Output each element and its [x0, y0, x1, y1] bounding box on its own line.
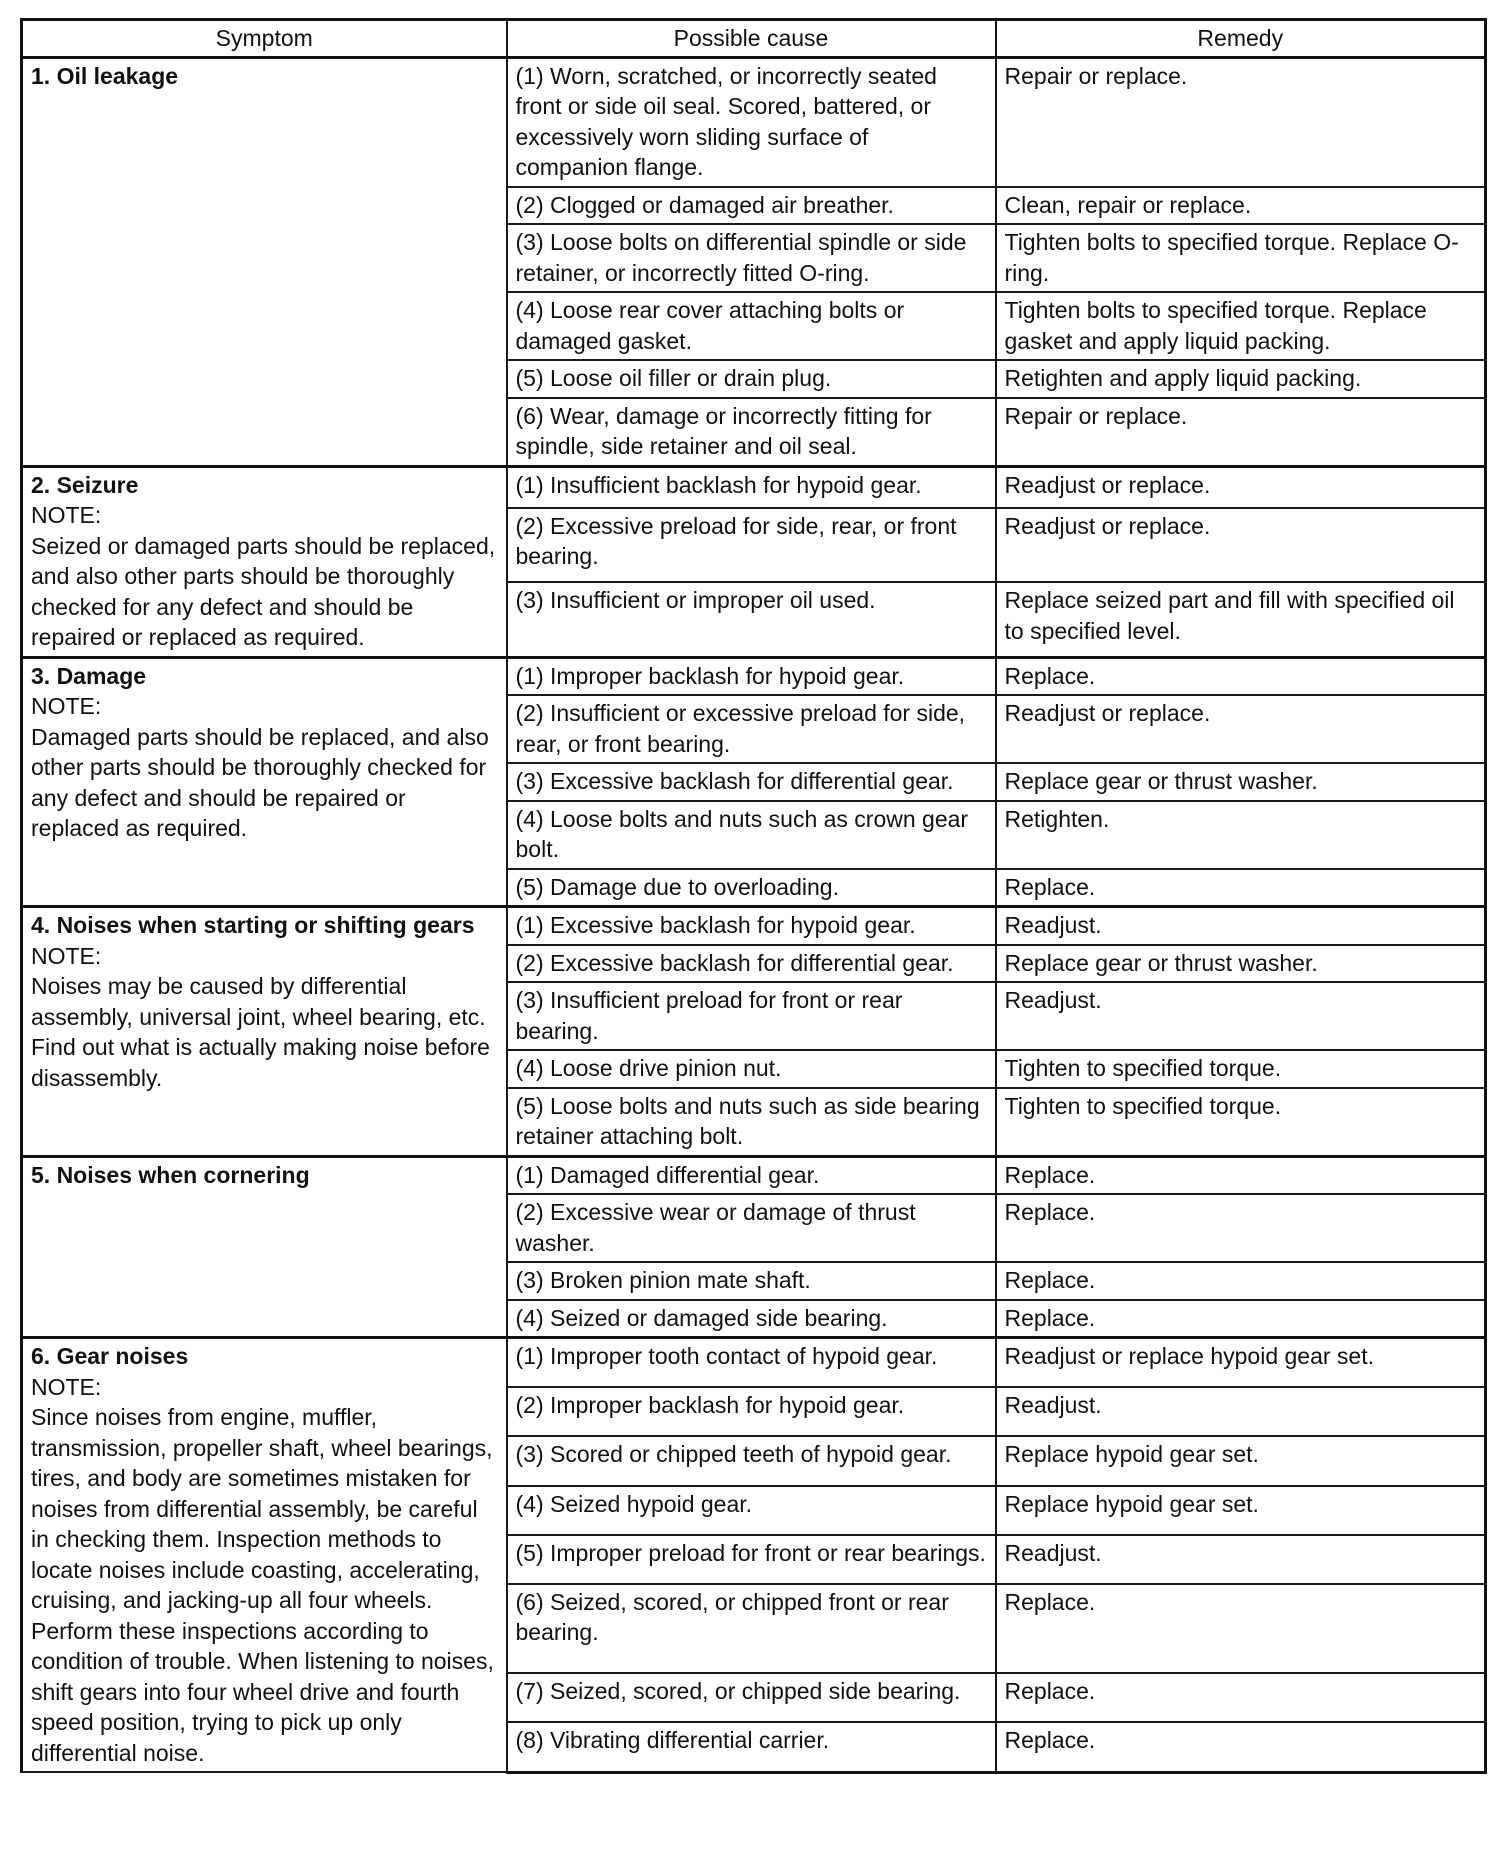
symptom-note-label: NOTE: — [31, 1373, 102, 1400]
symptom-cell — [22, 466, 507, 657]
symptom-note-label: NOTE: — [31, 502, 102, 528]
table-row — [22, 466, 1486, 508]
table-row — [22, 57, 1486, 187]
cause-cell: (3) Broken pinion mate shaft. — [507, 1262, 996, 1300]
remedy-cell: Readjust or replace hypoid gear set. — [996, 1338, 1486, 1388]
remedy-cell: Replace. — [996, 1156, 1486, 1194]
symptom-cell — [22, 657, 507, 907]
remedy-cell: Readjust. — [996, 907, 1486, 945]
remedy-cell: Replace. — [996, 1584, 1486, 1673]
cause-cell: (3) Insufficient or improper oil used. — [507, 582, 996, 657]
cause-cell: (1) Damaged differential gear. — [507, 1156, 996, 1194]
cause-cell: (3) Excessive backlash for differential gear. — [507, 763, 996, 801]
remedy-cell: Readjust. — [996, 1387, 1486, 1436]
remedy-cell: Readjust or replace. — [996, 695, 1486, 763]
symptom-note-label: NOTE: — [31, 693, 102, 719]
remedy-cell: Replace. — [996, 1262, 1486, 1300]
remedy-cell: Retighten and apply liquid packing. — [996, 360, 1486, 398]
remedy-cell: Repair or replace. — [996, 57, 1486, 187]
remedy-cell: Replace gear or thrust washer. — [996, 945, 1486, 983]
symptom-title: 2. Seizure — [31, 471, 139, 498]
remedy-cell: Tighten to specified torque. — [996, 1050, 1486, 1088]
troubleshooting-table — [20, 18, 1487, 1774]
table-row — [22, 907, 1486, 945]
cause-column-header: Possible cause — [507, 20, 996, 58]
remedy-cell: Replace. — [996, 869, 1486, 907]
remedy-cell: Readjust or replace. — [996, 466, 1486, 508]
symptom-title: 3. Damage — [31, 662, 147, 689]
symptom-title: 4. Noises when starting or shifting gears — [31, 912, 475, 938]
remedy-cell: Tighten bolts to specified torque. Replace gasket and apply liquid packing. — [996, 292, 1486, 360]
cause-cell: (1) Improper tooth contact of hypoid gear. — [507, 1338, 996, 1388]
troubleshooting-document — [20, 18, 1484, 1774]
remedy-cell: Replace hypoid gear set. — [996, 1436, 1486, 1485]
remedy-cell: Tighten bolts to specified torque. Replace O-ring. — [996, 224, 1486, 292]
remedy-cell: Replace gear or thrust washer. — [996, 763, 1486, 801]
cause-cell: (1) Improper backlash for hypoid gear. — [507, 657, 996, 695]
table-row — [22, 657, 1486, 695]
symptom-title: 1. Oil leakage — [31, 62, 179, 89]
symptom-column-header: Symptom — [22, 20, 507, 58]
cause-cell: (2) Improper backlash for hypoid gear. — [507, 1387, 996, 1436]
table-row — [22, 1338, 1486, 1388]
cause-cell: (6) Wear, damage or incorrectly fitting for spindle, side retainer and oil seal. — [507, 398, 996, 467]
remedy-cell: Repair or replace. — [996, 398, 1486, 467]
cause-cell: (4) Loose rear cover attaching bolts or damaged gasket. — [507, 292, 996, 360]
remedy-cell: Replace. — [996, 657, 1486, 695]
cause-cell: (4) Seized hypoid gear. — [507, 1486, 996, 1535]
cause-cell: (5) Loose oil filler or drain plug. — [507, 360, 996, 398]
symptom-cell — [22, 907, 507, 1157]
cause-cell: (4) Loose bolts and nuts such as crown gear bolt. — [507, 801, 996, 869]
table-row — [22, 1156, 1486, 1194]
cause-cell: (8) Vibrating differential carrier. — [507, 1722, 996, 1772]
cause-cell: (3) Insufficient preload for front or rear bearing. — [507, 982, 996, 1050]
cause-cell: (2) Excessive wear or damage of thrust washer. — [507, 1194, 996, 1262]
cause-cell: (5) Loose bolts and nuts such as side bearing retainer attaching bolt. — [507, 1088, 996, 1157]
remedy-cell: Retighten. — [996, 801, 1486, 869]
cause-cell: (1) Excessive backlash for hypoid gear. — [507, 907, 996, 945]
symptom-note-text: Seized or damaged parts should be replaced, and also other parts should be thoroughly checked for any defect and should be repaired or replaced as required. — [31, 532, 496, 650]
cause-cell: (3) Scored or chipped teeth of hypoid gear. — [507, 1436, 996, 1485]
remedy-cell: Replace. — [996, 1300, 1486, 1338]
remedy-cell: Replace. — [996, 1722, 1486, 1772]
remedy-cell: Replace hypoid gear set. — [996, 1486, 1486, 1535]
symptom-note-text: Noises may be caused by differential assembly, universal joint, wheel bearing, etc. Find out what is actually making noise before disassembly. — [31, 973, 490, 1091]
cause-cell: (5) Damage due to overloading. — [507, 869, 996, 907]
remedy-cell: Readjust or replace. — [996, 508, 1486, 582]
symptom-cell — [22, 1338, 507, 1773]
symptom-title: 5. Noises when cornering — [31, 1161, 310, 1188]
remedy-column-header: Remedy — [996, 20, 1486, 58]
cause-cell: (1) Worn, scratched, or incorrectly seated front or side oil seal. Scored, battered, or excessively worn sliding surface of companion flange. — [507, 57, 996, 187]
cause-cell: (2) Clogged or damaged air breather. — [507, 187, 996, 225]
cause-cell: (2) Insufficient or excessive preload for side, rear, or front bearing. — [507, 695, 996, 763]
remedy-cell: Replace. — [996, 1673, 1486, 1722]
cause-cell: (3) Loose bolts on differential spindle or side retainer, or incorrectly fitted O-ring. — [507, 224, 996, 292]
symptom-note-text: Since noises from engine, muffler, transmission, propeller shaft, wheel bearings, tires, and body are sometimes mistaken for noises from differential assembly, be careful in checking them. Inspection methods to locate noises include coasting, accelerating, cruising, and jacking-up all four wheels. Perform these inspections according to condition of trouble. When listening to noises, shift gears into four wheel drive and fourth speed position, trying to pick up only differential noise. — [31, 1404, 494, 1766]
remedy-cell: Clean, repair or replace. — [996, 187, 1486, 225]
symptom-cell — [22, 57, 507, 466]
cause-cell: (6) Seized, scored, or chipped front or rear bearing. — [507, 1584, 996, 1673]
cause-cell: (7) Seized, scored, or chipped side bearing. — [507, 1673, 996, 1722]
remedy-cell: Replace. — [996, 1194, 1486, 1262]
remedy-cell: Readjust. — [996, 982, 1486, 1050]
symptom-cell — [22, 1156, 507, 1338]
cause-cell: (2) Excessive backlash for differential gear. — [507, 945, 996, 983]
symptom-title: 6. Gear noises — [31, 1343, 189, 1369]
cause-cell: (2) Excessive preload for side, rear, or front bearing. — [507, 508, 996, 582]
remedy-cell: Readjust. — [996, 1535, 1486, 1584]
header-row — [22, 20, 1486, 58]
table-body — [22, 57, 1486, 1772]
cause-cell: (4) Loose drive pinion nut. — [507, 1050, 996, 1088]
remedy-cell: Tighten to specified torque. — [996, 1088, 1486, 1157]
symptom-note-label: NOTE: — [31, 942, 102, 969]
cause-cell: (4) Seized or damaged side bearing. — [507, 1300, 996, 1338]
cause-cell: (5) Improper preload for front or rear bearings. — [507, 1535, 996, 1584]
table-header — [22, 20, 1486, 58]
symptom-note-text: Damaged parts should be replaced, and also other parts should be thoroughly checked for any defect and should be repaired or replaced as required. — [31, 723, 489, 841]
remedy-cell: Replace seized part and fill with specified oil to specified level. — [996, 582, 1486, 657]
cause-cell: (1) Insufficient backlash for hypoid gear. — [507, 466, 996, 508]
